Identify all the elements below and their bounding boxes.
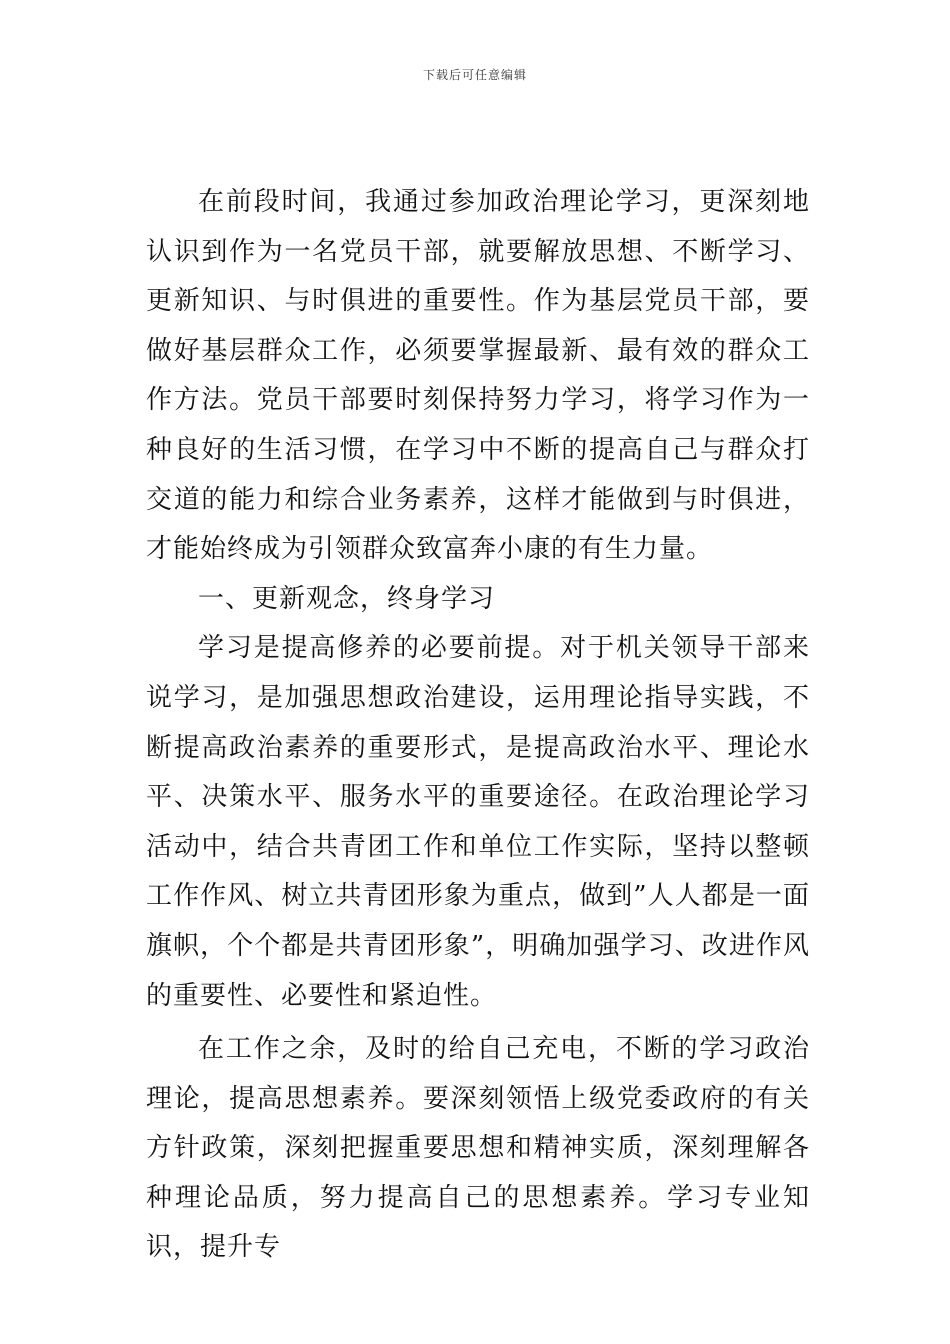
page-header: 下载后可任意编辑: [422, 68, 527, 82]
paragraph-learning: 学习是提高修养的必要前提。对于机关领导干部来说学习，是加强思想政治建设，运用理论指导实践，不断提高政治素养的重要形式，是提高政治水平、理论水平、决策水平、服务水平的重要途径。在政治理论学习活动中，结合共青团工作和单位工作实际，坚持以整顿工作作风、树立共青团形象为重点，做到”人人都是一面旗帜，个个都是共青团形象”，明确加强学习、改进作风的重要性、必要性和紧迫性。: [146, 633, 810, 1011]
paragraph-work: 在工作之余，及时的给自己充电，不断的学习政治理论，提高思想素养。要深刻领悟上级党委政府的有关方针政策，深刻把握重要思想和精神实质，深刻理解各种理论品质，努力提高自己的思想素养。学习专业知识，提升专: [146, 1034, 810, 1263]
section-heading: 一、更新观念，终身学习: [198, 583, 496, 614]
document-body: [146, 178, 810, 1273]
paragraph-intro: 在前段时间，我通过参加政治理论学习，更深刻地认识到作为一名党员干部，就要解放思想、不断学习、更新知识、与时俱进的重要性。作为基层党员干部，要做好基层群众工作，必须要掌握最新、最有效的群众工作方法。党员干部要时刻保持努力学习，将学习作为一种良好的生活习惯，在学习中不断的提高自己与群众打交道的能力和综合业务素养，这样才能做到与时俱进，才能始终成为引领群众致富奔小康的有生力量。: [146, 187, 810, 565]
